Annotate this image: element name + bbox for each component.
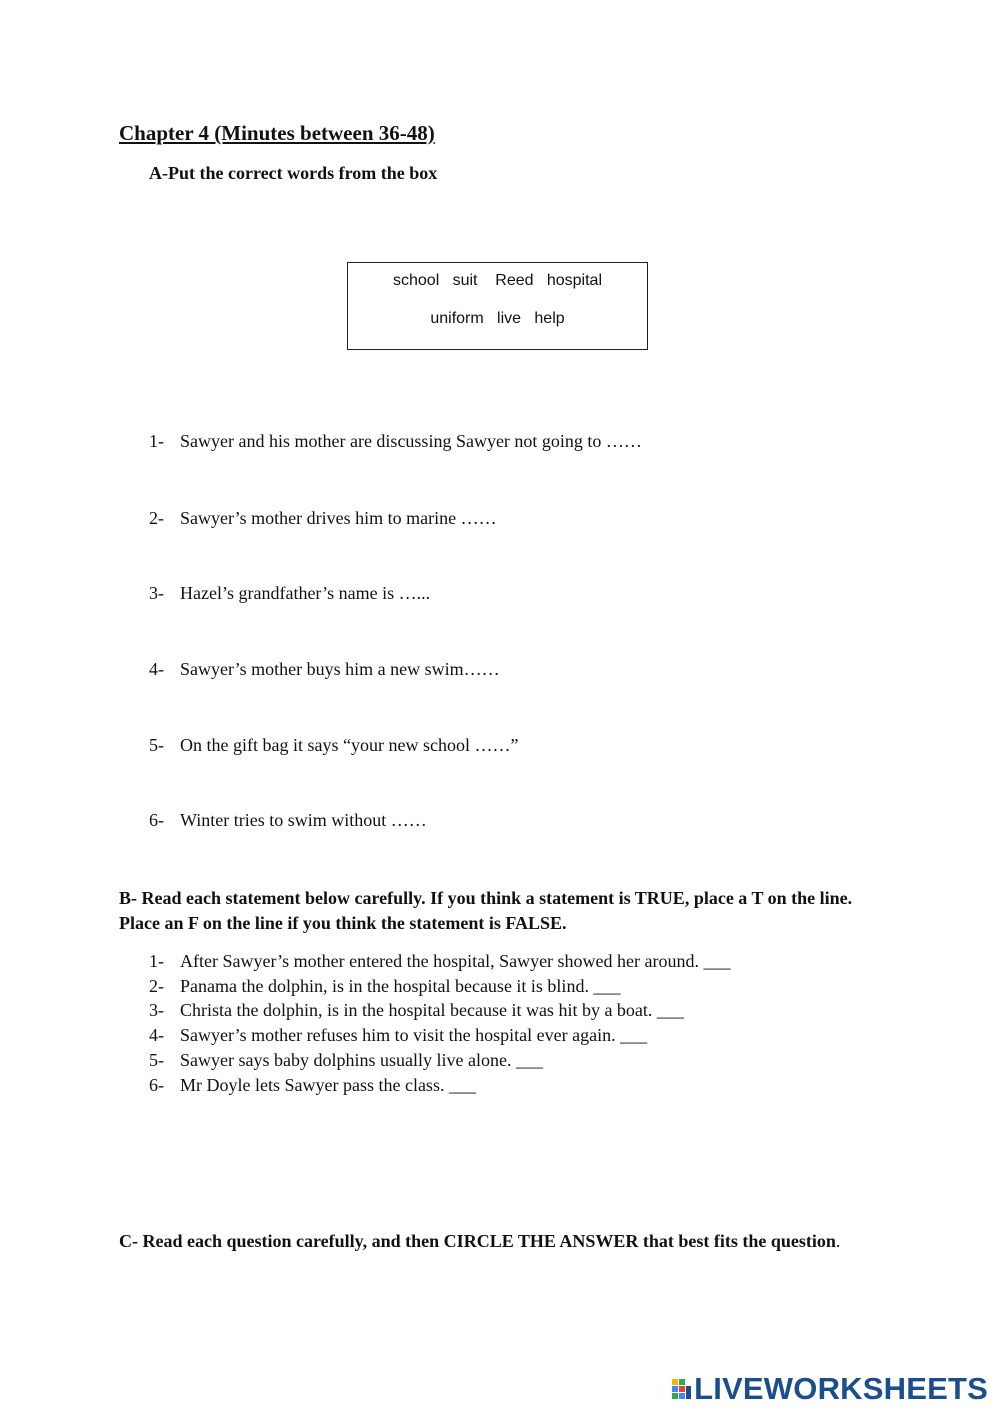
item-text: Winter tries to swim without …… xyxy=(180,810,427,830)
item-number: 3- xyxy=(149,583,164,603)
item-text: Mr Doyle lets Sawyer pass the class. ___ xyxy=(180,1075,476,1095)
section-b-instruction: B- Read each statement below carefully. If you think a statement is TRUE, place a T on the line. Place an F on the line if you think the statement is FALSE. xyxy=(119,888,853,933)
section-a-item xyxy=(149,583,430,604)
item-text: Hazel’s grandfather’s name is …... xyxy=(180,583,431,603)
section-c-instruction-text: C- Read each question carefully, and then CIRCLE THE ANSWER that best fits the question xyxy=(119,1231,836,1251)
item-text: Sawyer says baby dolphins usually live alone. ___ xyxy=(180,1050,543,1070)
item-number: 2- xyxy=(149,976,164,996)
section-b-item xyxy=(149,951,731,972)
item-number: 4- xyxy=(149,659,164,679)
item-text: Sawyer’s mother refuses him to visit the hospital ever again. ___ xyxy=(180,1025,648,1045)
item-number: 1- xyxy=(149,951,164,971)
section-b-item xyxy=(149,1025,647,1046)
item-number: 3- xyxy=(149,1000,164,1020)
section-c-instruction xyxy=(119,1229,889,1254)
liveworksheets-logo[interactable] xyxy=(672,1373,988,1405)
word-box-line-1: school suit Reed hospital xyxy=(393,272,602,289)
section-c-instruction-period: . xyxy=(835,1231,841,1251)
item-text: Christa the dolphin, is in the hospital because it was hit by a boat. ___ xyxy=(180,1000,684,1020)
item-text: After Sawyer’s mother entered the hospital, Sawyer showed her around. ___ xyxy=(180,951,731,971)
item-number: 6- xyxy=(149,810,164,830)
item-text: Sawyer’s mother drives him to marine …… xyxy=(180,508,497,528)
item-number: 1- xyxy=(149,431,164,451)
section-a-instruction: A-Put the correct words from the box xyxy=(149,163,438,183)
section-a-item xyxy=(149,431,642,452)
item-text: Panama the dolphin, is in the hospital because it is blind. ___ xyxy=(180,976,621,996)
item-number: 4- xyxy=(149,1025,164,1045)
word-box xyxy=(347,262,648,350)
section-a-item xyxy=(149,810,427,831)
section-a-item xyxy=(149,735,518,756)
item-number: 5- xyxy=(149,1050,164,1070)
section-b-item xyxy=(149,1000,684,1021)
item-text: Sawyer and his mother are discussing Sawyer not going to …… xyxy=(180,431,642,451)
section-a-item xyxy=(149,508,497,529)
item-number: 6- xyxy=(149,1075,164,1095)
item-number: 5- xyxy=(149,735,164,755)
item-number: 2- xyxy=(149,508,164,528)
item-text: Sawyer’s mother buys him a new swim…… xyxy=(180,659,500,679)
section-a-item xyxy=(149,659,500,680)
section-b-item xyxy=(149,1075,476,1096)
page-title: Chapter 4 (Minutes between 36-48) xyxy=(119,121,435,145)
section-b-item xyxy=(149,1050,543,1071)
word-box-line-2: uniform live help xyxy=(430,310,565,327)
section-b-item xyxy=(149,976,620,997)
logo-text: LIVEWORKSHEETS xyxy=(694,1371,988,1406)
item-text: On the gift bag it says “your new school ……” xyxy=(180,735,519,755)
liveworksheets-logo-icon xyxy=(672,1377,692,1401)
